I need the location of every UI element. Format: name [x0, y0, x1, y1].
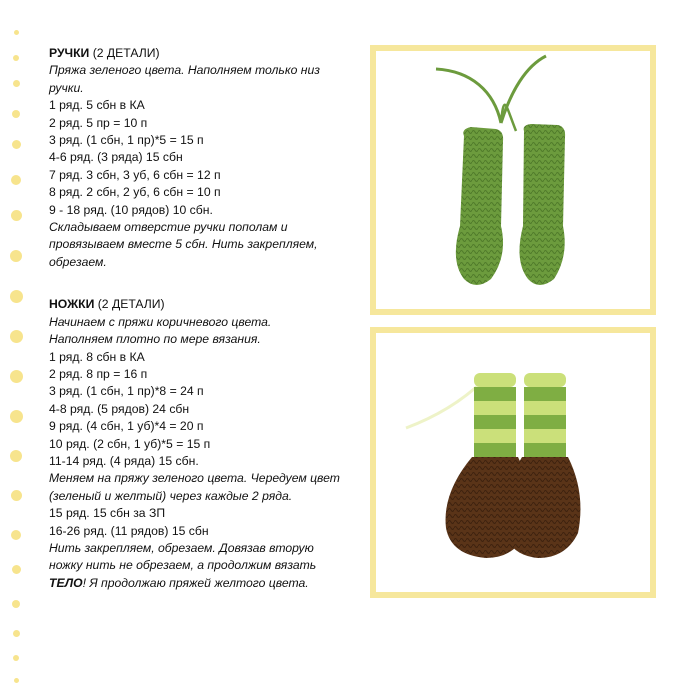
- decorative-dot: [12, 110, 20, 118]
- arms-row: 8 ряд. 2 сбн, 2 уб, 6 сбн = 10 п: [49, 185, 221, 200]
- legs-intro: Начинаем с пряжи коричневого цвета. Наполняем плотно по мере вязания.: [49, 314, 272, 347]
- decorative-dot: [13, 55, 19, 61]
- decorative-dot: [13, 655, 19, 661]
- legs-row: 10 ряд. (2 сбн, 1 уб)*5 = 15 п: [49, 436, 211, 451]
- legs-row: 11-14 ряд. (4 ряда) 15 сбн.: [49, 453, 199, 468]
- arms-row: 2 ряд. 5 пр = 10 п: [49, 115, 148, 130]
- decorative-dot: [10, 330, 23, 343]
- legs-row: 1 ряд. 8 сбн в КА: [49, 349, 145, 364]
- crochet-legs-illustration: [376, 333, 650, 592]
- decorative-dot: [11, 175, 21, 185]
- arms-photo-frame: [370, 45, 656, 315]
- legs-row: 9 ряд. (4 сбн, 1 уб)*4 = 20 п: [49, 419, 204, 434]
- section-legs-count: (2 ДЕТАЛИ): [94, 297, 165, 312]
- arms-row: 7 ряд. 3 сбн, 3 уб, 6 сбн = 12 п: [49, 167, 221, 182]
- arms-row-list: [49, 97, 369, 219]
- section-arms-heading: [49, 45, 369, 62]
- arms-row: 4-6 ряд. (3 ряда) 15 сбн: [49, 150, 183, 165]
- decorative-dot: [10, 370, 23, 383]
- legs-outro-body-word: ТЕЛО: [49, 575, 83, 590]
- legs-outro-start: Нить закрепляем, обрезаем. Довязав вторую ножку нить не обрезаем, а продолжим вязать: [49, 540, 317, 573]
- decorative-dot: [10, 450, 22, 462]
- legs-photo-frame: [370, 327, 656, 598]
- arms-photo: [376, 51, 650, 309]
- arms-row: 1 ряд. 5 сбн в КА: [49, 98, 145, 113]
- decorative-dot: [14, 30, 19, 35]
- decorative-dot: [10, 290, 23, 303]
- arms-outro: Складываем отверстие ручки пополам и провязываем вместе 5 сбн. Нить закрепляем, обрезаем.: [49, 220, 318, 269]
- legs-outro-end: ! Я продолжаю пряжей желтого цвета.: [82, 575, 309, 590]
- legs-outro: [49, 540, 349, 592]
- decorative-dot: [11, 530, 21, 540]
- decorative-dot: [13, 630, 20, 637]
- section-legs-title: НОЖКИ: [49, 297, 95, 312]
- section-legs-heading: [49, 296, 369, 313]
- legs-row: 3 ряд. (1 сбн, 1 пр)*8 = 24 п: [49, 384, 204, 399]
- decorative-dots-column: [0, 0, 30, 690]
- section-arms-count: (2 ДЕТАЛИ): [89, 46, 160, 60]
- arms-row: 9 - 18 ряд. (10 рядов) 10 сбн.: [49, 202, 213, 217]
- decorative-dot: [14, 678, 19, 683]
- legs-row: 4-8 ряд. (5 рядов) 24 сбн: [49, 401, 190, 416]
- pattern-text: [49, 45, 369, 592]
- legs-photo: [376, 333, 650, 592]
- arms-intro: Пряжа зеленого цвета. Наполняем только низ ручки.: [49, 63, 320, 95]
- legs-row-list: [49, 349, 369, 471]
- decorative-dot: [10, 410, 23, 423]
- legs-row: 16-26 ряд. (11 рядов) 15 сбн: [49, 523, 209, 538]
- crochet-arms-illustration: [376, 51, 650, 309]
- decorative-dot: [11, 210, 22, 221]
- legs-row: 15 ряд. 15 сбн за ЗП: [49, 506, 166, 521]
- decorative-dot: [12, 600, 20, 608]
- legs-row: 2 ряд. 8 пр = 16 п: [49, 366, 148, 381]
- decorative-dot: [13, 80, 20, 87]
- decorative-dot: [12, 140, 21, 149]
- legs-row-list-2: [49, 505, 369, 540]
- arms-row: 3 ряд. (1 сбн, 1 пр)*5 = 15 п: [49, 133, 204, 148]
- decorative-dot: [12, 565, 21, 574]
- legs-color-change: Меняем на пряжу зеленого цвета. Чередуем цвет (зеленый и желтый) через каждые 2 ряда.: [49, 471, 340, 503]
- decorative-dot: [10, 250, 22, 262]
- section-arms-title: РУЧКИ: [49, 46, 90, 60]
- decorative-dot: [11, 490, 22, 501]
